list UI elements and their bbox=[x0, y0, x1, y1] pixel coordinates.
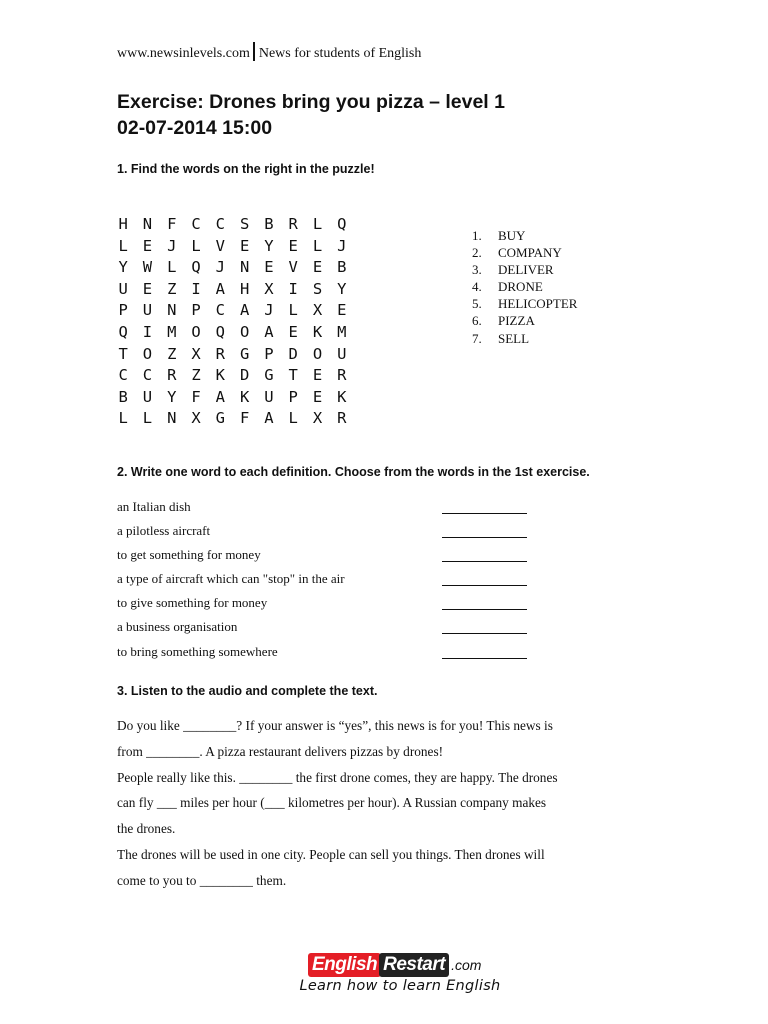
grid-letter: R bbox=[288, 215, 298, 233]
word-number: 1. bbox=[472, 228, 482, 243]
grid-letter: X bbox=[191, 344, 201, 363]
definition-text: to get something for money bbox=[117, 547, 261, 563]
definition-row bbox=[117, 641, 537, 665]
grid-letter: L bbox=[167, 258, 177, 277]
grid-letter: S bbox=[312, 279, 323, 298]
word-list-item bbox=[472, 244, 577, 261]
grid-letter: A bbox=[264, 409, 274, 428]
grid-letter: M bbox=[337, 322, 347, 341]
answer-blank[interactable] bbox=[442, 585, 527, 586]
logo-restart: Restart bbox=[379, 953, 449, 977]
page-title bbox=[117, 89, 505, 141]
word-text: COMPANY bbox=[498, 245, 562, 261]
grid-letter: E bbox=[142, 279, 153, 298]
grid-letter: H bbox=[118, 215, 128, 233]
grid-letter: E bbox=[337, 301, 347, 320]
grid-letter: L bbox=[118, 409, 128, 428]
grid-letter: P bbox=[118, 301, 128, 320]
grid-letter: T bbox=[118, 344, 128, 363]
definition-row bbox=[117, 520, 537, 544]
grid-letter: X bbox=[191, 409, 201, 428]
answer-blank[interactable] bbox=[442, 658, 527, 659]
word-list-item bbox=[472, 295, 577, 312]
grid-letter: J bbox=[337, 236, 347, 255]
grid-letter: B bbox=[118, 387, 128, 406]
grid-row bbox=[111, 322, 354, 344]
grid-letter: N bbox=[239, 258, 250, 277]
grid-letter: L bbox=[312, 215, 323, 233]
site-tagline: News for students of English bbox=[258, 46, 422, 61]
grid-letter: S bbox=[239, 215, 250, 233]
text-line: come to you to ________ them. bbox=[117, 872, 287, 888]
gap-fill-text bbox=[117, 713, 657, 894]
grid-letter: X bbox=[312, 301, 323, 320]
definition-text: to bring something somewhere bbox=[117, 643, 278, 659]
grid-letter: D bbox=[239, 366, 250, 385]
word-number: 3. bbox=[472, 262, 482, 278]
title-line: Exercise: Drones bring you pizza – level 1 bbox=[117, 91, 505, 113]
grid-letter: P bbox=[191, 301, 201, 320]
grid-letter: B bbox=[264, 215, 274, 233]
word-text: DELIVER bbox=[498, 262, 554, 278]
grid-letter: Y bbox=[337, 279, 347, 298]
word-text: DRONE bbox=[498, 279, 543, 295]
grid-letter: I bbox=[142, 322, 153, 341]
site-url: www.newsinlevels.com bbox=[117, 46, 250, 61]
grid-letter: M bbox=[167, 322, 177, 341]
grid-letter: E bbox=[142, 236, 153, 255]
text-line: the drones. bbox=[117, 821, 176, 837]
word-text: PIZZA bbox=[498, 313, 535, 329]
word-list-item bbox=[472, 261, 577, 278]
grid-letter: J bbox=[264, 301, 274, 320]
grid-letter: E bbox=[312, 366, 323, 385]
grid-letter: E bbox=[312, 387, 323, 406]
word-list-item bbox=[472, 312, 577, 329]
grid-letter: Y bbox=[264, 236, 274, 255]
grid-letter: R bbox=[337, 366, 347, 385]
grid-letter: J bbox=[215, 258, 225, 277]
grid-row bbox=[111, 344, 354, 366]
grid-letter: U bbox=[118, 279, 128, 298]
word-text: HELICOPTER bbox=[498, 296, 578, 312]
grid-letter: E bbox=[288, 236, 298, 255]
definition-text: a pilotless aircraft bbox=[117, 523, 211, 539]
grid-letter: L bbox=[288, 409, 298, 428]
exercise1-heading: 1. Find the words on the right in the puzzle! bbox=[117, 162, 375, 176]
grid-letter: Z bbox=[167, 279, 177, 298]
grid-letter: U bbox=[142, 301, 153, 320]
definition-list bbox=[117, 496, 537, 665]
grid-letter: D bbox=[288, 344, 298, 363]
grid-letter: R bbox=[215, 344, 225, 363]
grid-letter: L bbox=[118, 236, 128, 255]
grid-letter: U bbox=[142, 387, 153, 406]
text-line: from ________. A pizza restaurant delivers pizzas by drones! bbox=[117, 743, 444, 759]
grid-letter: Z bbox=[167, 344, 177, 363]
text-line: People really like this. ________ the first drone comes, they are happy. The drones bbox=[117, 769, 558, 785]
grid-letter: Q bbox=[191, 258, 201, 277]
grid-letter: N bbox=[167, 409, 177, 428]
definition-row bbox=[117, 496, 537, 520]
grid-letter: R bbox=[337, 409, 347, 428]
word-number: 4. bbox=[472, 279, 482, 295]
answer-blank[interactable] bbox=[442, 633, 527, 634]
grid-letter: A bbox=[215, 279, 225, 298]
grid-letter: U bbox=[337, 344, 347, 363]
grid-letter: K bbox=[337, 387, 347, 406]
exercise3-heading: 3. Listen to the audio and complete the text. bbox=[117, 684, 378, 698]
page-header bbox=[117, 42, 421, 62]
grid-letter: N bbox=[167, 301, 177, 320]
word-number: 6. bbox=[472, 313, 482, 329]
grid-letter: K bbox=[215, 366, 225, 385]
definition-row bbox=[117, 616, 537, 640]
definition-row bbox=[117, 568, 537, 592]
text-line: The drones will be used in one city. People can sell you things. Then drones will bbox=[117, 846, 545, 862]
header-divider bbox=[253, 42, 255, 61]
grid-row bbox=[111, 300, 354, 322]
englishrestart-logo bbox=[290, 950, 510, 1000]
word-text: BUY bbox=[498, 228, 526, 243]
definition-text: a business organisation bbox=[117, 619, 238, 635]
grid-letter: R bbox=[167, 366, 177, 385]
grid-letter: Q bbox=[118, 322, 128, 341]
grid-letter: O bbox=[312, 344, 323, 363]
grid-letter: F bbox=[191, 387, 201, 406]
grid-row bbox=[111, 387, 354, 409]
grid-letter: Q bbox=[337, 215, 347, 233]
grid-letter: T bbox=[288, 366, 298, 385]
word-list-item bbox=[472, 227, 577, 244]
logo-wordmark bbox=[308, 953, 481, 977]
definition-row bbox=[117, 592, 537, 616]
grid-letter: C bbox=[142, 366, 153, 385]
word-search-grid bbox=[111, 214, 354, 430]
grid-letter: E bbox=[288, 322, 298, 341]
grid-letter: G bbox=[239, 344, 250, 363]
title-date: 02-07-2014 15:00 bbox=[117, 117, 273, 139]
grid-row bbox=[111, 365, 354, 387]
grid-letter: C bbox=[118, 366, 128, 385]
definition-text: an Italian dish bbox=[117, 499, 191, 514]
grid-letter: A bbox=[239, 301, 250, 320]
grid-letter: E bbox=[312, 258, 323, 277]
grid-letter: G bbox=[264, 366, 274, 385]
grid-row bbox=[111, 408, 354, 430]
word-number: 7. bbox=[472, 330, 482, 346]
answer-blank[interactable] bbox=[442, 537, 527, 538]
grid-letter: O bbox=[191, 322, 201, 341]
definition-row bbox=[117, 544, 537, 568]
word-number: 5. bbox=[472, 296, 482, 312]
grid-letter: J bbox=[167, 236, 177, 255]
grid-letter: Q bbox=[215, 322, 225, 341]
logo-tagline: Learn how to learn English bbox=[299, 978, 501, 994]
grid-letter: I bbox=[191, 279, 201, 298]
text-line: Do you like ________? If your answer is “yes”, this news is for you! This news is bbox=[117, 718, 553, 733]
word-text: SELL bbox=[498, 330, 530, 346]
grid-letter: X bbox=[264, 279, 274, 298]
grid-letter: O bbox=[239, 322, 250, 341]
text-line: can fly ___ miles per hour (___ kilometres per hour). A Russian company makes bbox=[117, 795, 547, 811]
grid-letter: Y bbox=[118, 258, 128, 277]
grid-letter: X bbox=[312, 409, 323, 428]
word-list-item bbox=[472, 330, 577, 347]
grid-letter: B bbox=[337, 258, 347, 277]
answer-blank[interactable] bbox=[442, 561, 527, 562]
grid-row bbox=[111, 257, 354, 279]
grid-letter: F bbox=[167, 215, 177, 233]
grid-letter: L bbox=[142, 409, 153, 428]
grid-letter: L bbox=[312, 236, 323, 255]
grid-letter: Z bbox=[191, 366, 201, 385]
grid-letter: E bbox=[264, 258, 274, 277]
grid-row bbox=[111, 214, 354, 236]
grid-letter: A bbox=[264, 322, 274, 341]
word-number: 2. bbox=[472, 245, 482, 261]
grid-row bbox=[111, 236, 354, 258]
logo-domain: .com bbox=[451, 957, 482, 973]
answer-blank[interactable] bbox=[442, 513, 527, 514]
grid-row bbox=[111, 279, 354, 301]
grid-letter: P bbox=[264, 344, 274, 363]
grid-letter: W bbox=[142, 258, 153, 277]
grid-letter: L bbox=[191, 236, 201, 255]
grid-letter: H bbox=[239, 279, 250, 298]
grid-letter: U bbox=[264, 387, 274, 406]
grid-letter: N bbox=[142, 215, 153, 233]
grid-letter: E bbox=[239, 236, 250, 255]
grid-letter: V bbox=[288, 258, 298, 277]
definition-text: to give something for money bbox=[117, 595, 268, 611]
exercise2-heading: 2. Write one word to each definition. Choose from the words in the 1st exercise. bbox=[117, 465, 590, 479]
grid-letter: C bbox=[215, 215, 225, 233]
grid-letter: G bbox=[215, 409, 225, 428]
grid-letter: K bbox=[239, 387, 250, 406]
grid-letter: O bbox=[142, 344, 153, 363]
grid-letter: P bbox=[288, 387, 298, 406]
logo-english: English bbox=[308, 953, 381, 977]
grid-letter: F bbox=[239, 409, 250, 428]
grid-letter: A bbox=[215, 387, 225, 406]
word-list bbox=[472, 227, 577, 347]
answer-blank[interactable] bbox=[442, 609, 527, 610]
grid-letter: C bbox=[215, 301, 225, 320]
grid-letter: Y bbox=[167, 387, 177, 406]
grid-letter: V bbox=[215, 236, 225, 255]
grid-letter: L bbox=[288, 301, 298, 320]
grid-letter: C bbox=[191, 215, 201, 233]
word-list-item bbox=[472, 278, 577, 295]
grid-letter: K bbox=[312, 322, 323, 341]
grid-letter: I bbox=[288, 279, 298, 298]
definition-text: a type of aircraft which can "stop" in the air bbox=[117, 571, 345, 587]
